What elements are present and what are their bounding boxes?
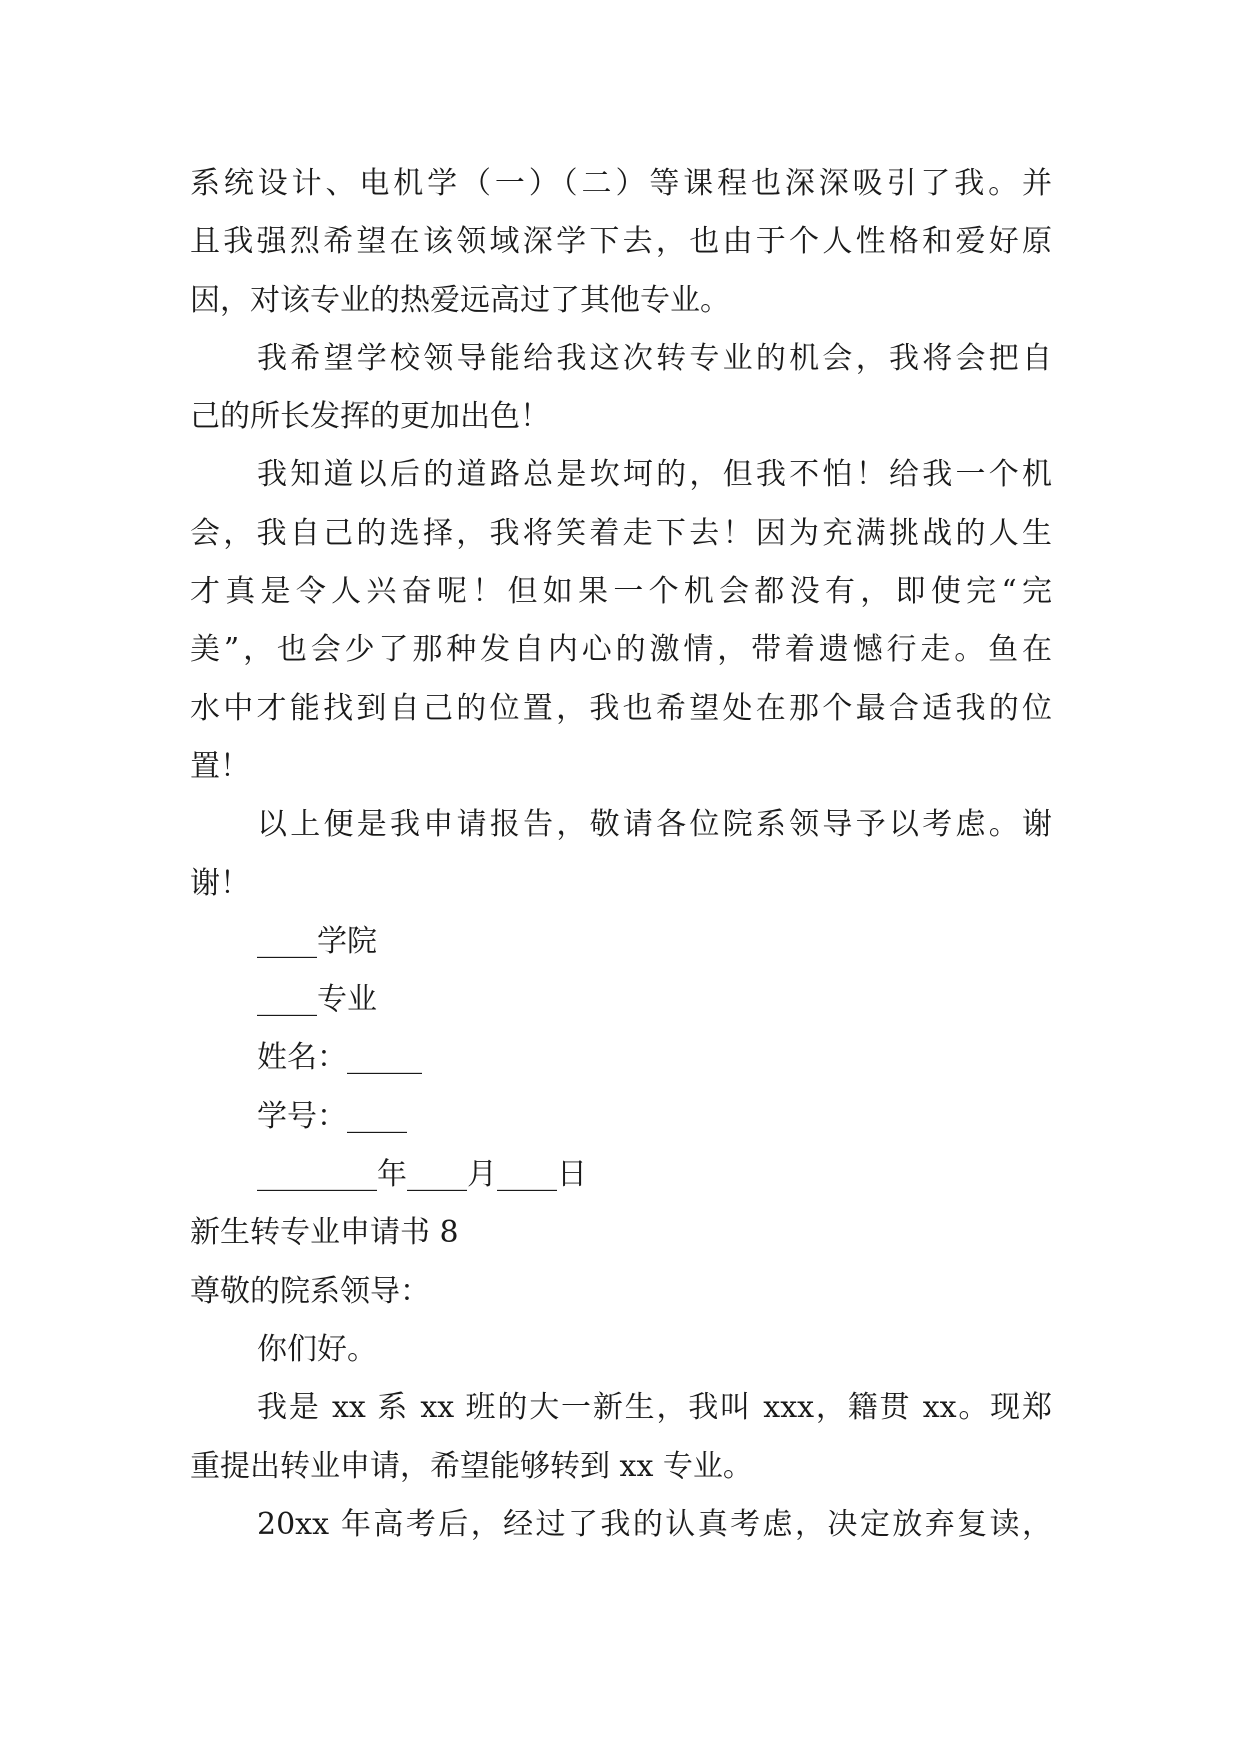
date-field: ________年____月____日 [257, 1157, 587, 1193]
text-line: 以上便是我申请报告，敬请各位院系领导予以考虑。谢 [257, 807, 1052, 843]
text-line: 因，对该专业的热爱远高过了其他专业。 [190, 282, 730, 318]
name-field: 姓名：_____ [257, 1040, 422, 1076]
major-field: ____专业 [257, 982, 377, 1018]
text-line: 我是 xx 系 xx 班的大一新生，我叫 xxx，籍贯 xx。现郑 [257, 1390, 1052, 1426]
text-line: 水中才能找到自己的位置，我也希望处在那个最合适我的位 [190, 690, 1052, 726]
salutation: 尊敬的院系领导： [190, 1273, 430, 1309]
text-line: 会，我自己的选择，我将笑着走下去！因为充满挑战的人生 [190, 515, 1052, 551]
college-field: ____学院 [257, 923, 377, 959]
text-line: 美”，也会少了那种发自内心的激情，带着遗憾行走。鱼在 [190, 632, 1052, 668]
text-line: 且我强烈希望在该领域深学下去，也由于个人性格和爱好原 [190, 224, 1052, 260]
text-line: 才真是令人兴奋呢！但如果一个机会都没有，即使完“完 [190, 574, 1052, 610]
document-body [190, 155, 1052, 1554]
text-line: 20xx 年高考后，经过了我的认真考虑，决定放弃复读， [257, 1506, 1052, 1542]
text-line: 重提出转业申请，希望能够转到 xx 专业。 [190, 1448, 753, 1484]
greeting: 你们好。 [257, 1331, 377, 1367]
text-line: 谢！ [190, 865, 250, 901]
text-line: 系统设计、电机学（一）（二）等课程也深深吸引了我。并 [190, 166, 1052, 201]
text-line: 我知道以后的道路总是坎坷的，但我不怕！给我一个机 [257, 457, 1052, 493]
text-line: 我希望学校领导能给我这次转专业的机会，我将会把自 [257, 340, 1052, 376]
text-line: 置！ [190, 748, 250, 784]
student-id-field: 学号：____ [257, 1098, 407, 1134]
text-line: 己的所长发挥的更加出色！ [190, 399, 550, 435]
section-title: 新生转专业申请书 8 [190, 1215, 459, 1251]
